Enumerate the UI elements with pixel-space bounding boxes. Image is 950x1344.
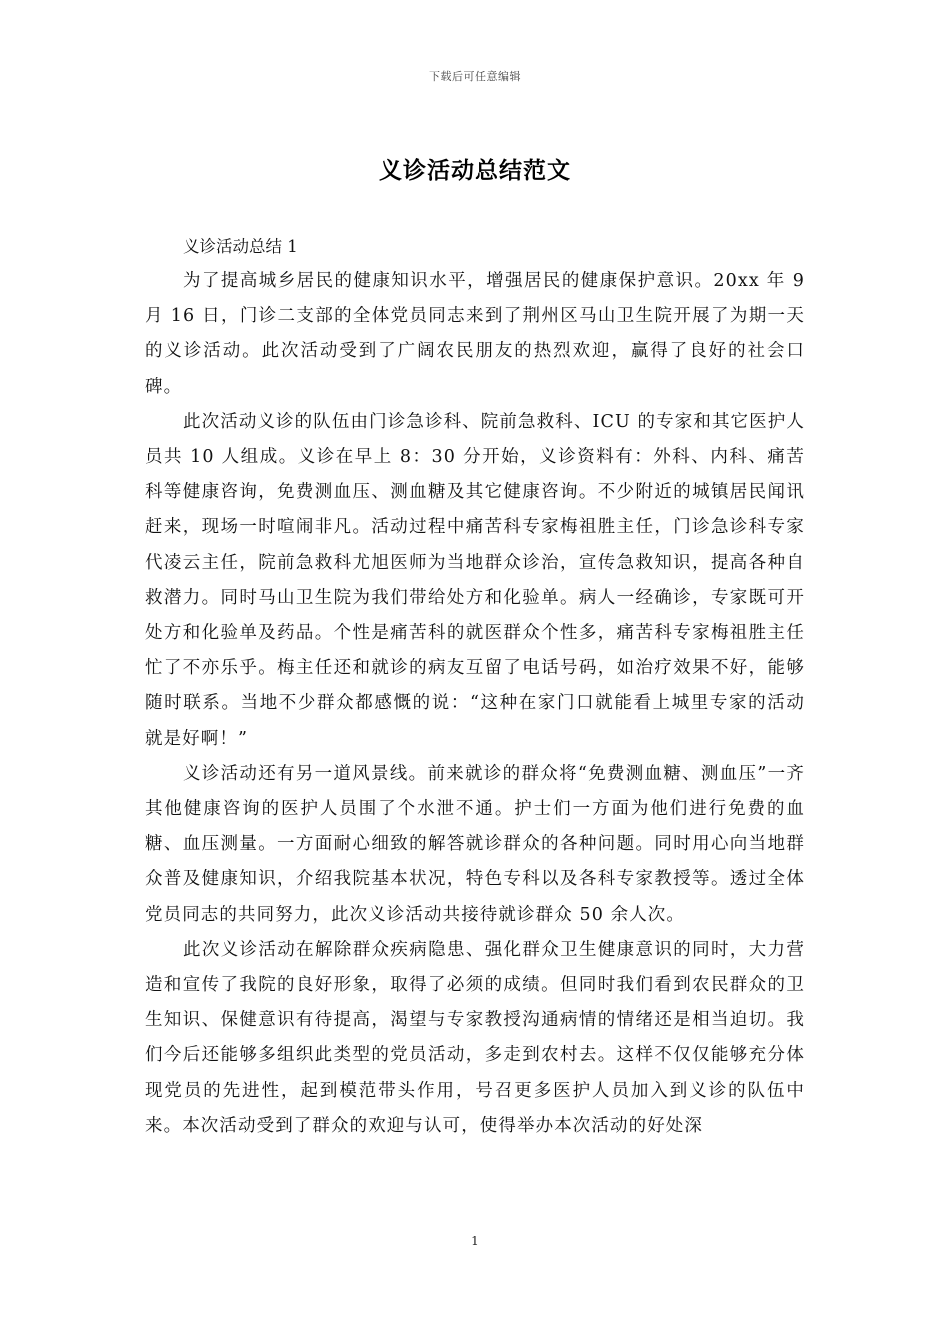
- section-heading: 义诊活动总结 1: [183, 237, 298, 256]
- paragraph-4: 此次义诊活动在解除群众疾病隐患、强化群众卫生健康意识的同时，大力营造和宣传了我院的良好形象，取得了必须的成绩。但同时我们看到农民群众的卫生知识、保健意识有待提高，渴望与专家教授沟通病情的情绪还是相当迫切。我们今后还能够多组织此类型的党员活动，多走到农村去。这样不仅仅能够充分体现党员的先进性，起到模范带头作用，号召更多医护人员加入到义诊的队伍中来。本次活动受到了群众的欢迎与认可，使得举办本次活动的好处深: [145, 939, 805, 1136]
- document-title: 义诊活动总结范文: [379, 157, 571, 184]
- page-number: 1: [471, 1234, 479, 1248]
- header-note: 下载后可任意编辑: [429, 70, 521, 83]
- paragraph-2: 此次活动义诊的队伍由门诊急诊科、院前急救科、ICU 的专家和其它医护人员共 10 人组成。义诊在早上 8：30 分开始，义诊资料有：外科、内科、痛苦科等健康咨询，免费测血压、测血糖及其它健康咨询。不少附近的城镇居民闻讯赶来，现场一时喧闹非凡。活动过程中痛苦科专家梅祖胜主任，门诊急诊科专家代凌云主任，院前急救科尤旭医师为当地群众诊治，宣传急救知识，提高各种自救潜力。同时马山卫生院为我们带给处方和化验单。病人一经确诊，专家既可开处方和化验单及药品。个性是痛苦科的就医群众个性多，痛苦科专家梅祖胜主任忙了不亦乐乎。梅主任还和就诊的病友互留了电话号码，如治疗效果不好，能够随时联系。当地不少群众都感慨的说：“这种在家门口就能看上城里专家的活动就是好啊！”: [145, 411, 805, 749]
- paragraph-3: 义诊活动还有另一道风景线。前来就诊的群众将“免费测血糖、测血压”一齐其他健康咨询的医护人员围了个水泄不通。护士们一方面为他们进行免费的血糖、血压测量。一方面耐心细致的解答就诊群众的各种问题。同时用心向当地群众普及健康知识，介绍我院基本状况，特色专科以及各科专家教授等。透过全体党员同志的共同努力，此次义诊活动共接待就诊群众 50 余人次。: [145, 763, 805, 925]
- document-body: [145, 230, 805, 1144]
- paragraph-1: 为了提高城乡居民的健康知识水平，增强居民的健康保护意识。20xx 年 9 月 16 日，门诊二支部的全体党员同志来到了荆州区马山卫生院开展了为期一天的义诊活动。此次活动受到了广阔农民朋友的热烈欢迎，赢得了良好的社会口碑。: [145, 271, 805, 397]
